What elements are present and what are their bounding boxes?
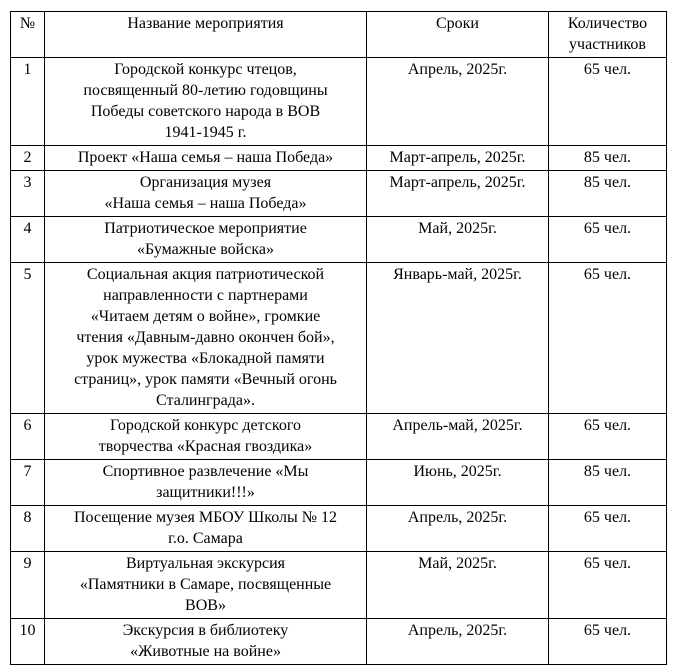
row-count-cell: 85 чел. [549,171,667,217]
row-num-cell: 9 [11,552,45,619]
row-count-cell: 65 чел. [549,217,667,263]
row-date-cell: Апрель-май, 2025г. [367,414,549,460]
row-name-cell [45,263,367,414]
row-name-cell [45,217,367,263]
row-count-cell: 65 чел. [549,263,667,414]
row-name-line: направленности с партнерами [103,287,308,304]
row-name-cell [45,619,367,665]
table-row [11,171,667,217]
row-name-line: чтения «Давным-давно окончен бой», [76,329,335,346]
row-name-line: страниц», урок памяти «Вечный огонь [74,371,337,388]
row-count-cell: 65 чел. [549,552,667,619]
row-name-line: Победы советского народа в ВОВ [90,103,321,120]
row-name-line: г.о. Самара [168,530,243,547]
header-date: Сроки [367,12,549,58]
events-table [10,11,667,665]
row-name-cell [45,58,367,146]
row-name-line: Городской конкурс детского [110,417,301,434]
row-name-line: защитники!!!» [156,484,255,501]
row-name-line: Городской конкурс чтецов, [114,61,297,78]
row-name-cell [45,552,367,619]
table-row [11,263,667,414]
row-date-cell: Январь-май, 2025г. [367,263,549,414]
row-count-cell: 65 чел. [549,506,667,552]
table-row [11,146,667,171]
row-num-cell: 5 [11,263,45,414]
row-name-line: Патриотическое мероприятие [104,220,307,237]
row-name-line: Экскурсия в библиотеку [122,622,289,639]
row-name-line: Виртуальная экскурсия [125,555,286,572]
row-num-cell: 2 [11,146,45,171]
row-name-line: Спортивное развлечение «Мы [102,463,309,480]
row-name-line: «Наша семья – наша Победа» [104,195,307,212]
row-name-line: Посещение музея МБОУ Школы № 12 [73,509,338,526]
row-count-cell: 85 чел. [549,460,667,506]
row-count-cell: 65 чел. [549,58,667,146]
table-row [11,619,667,665]
header-count-line: Количество [567,15,648,32]
row-num-cell: 7 [11,460,45,506]
row-date-cell: Июнь, 2025г. [367,460,549,506]
row-num-cell: 6 [11,414,45,460]
row-name-line: «Бумажные войска» [137,241,274,258]
header-count [549,12,667,58]
row-name-line: ВОВ» [185,597,226,614]
table-row [11,460,667,506]
row-name-line: 1941-1945 г. [164,124,247,141]
table-row [11,414,667,460]
row-name-line: посвященный 80-летию годовщины [83,82,328,99]
row-count-cell: 85 чел. [549,146,667,171]
row-num-cell: 8 [11,506,45,552]
row-name-line: Организация музея [139,174,272,191]
row-name-line: урок мужества «Блокадной памяти [86,350,325,367]
row-name-line: «Читаем детям о войне», громкие [90,308,321,325]
row-name-cell [45,506,367,552]
row-name-cell [45,146,367,171]
row-date-cell: Май, 2025г. [367,217,549,263]
row-date-cell: Март-апрель, 2025г. [367,171,549,217]
row-name-line: Проект «Наша семья – наша Победа» [77,149,334,166]
table-row [11,506,667,552]
row-num-cell: 3 [11,171,45,217]
header-row [11,12,667,58]
row-name-line: «Животные на войне» [130,643,281,660]
row-date-cell: Апрель, 2025г. [367,58,549,146]
row-num-cell: 1 [11,58,45,146]
table-row [11,217,667,263]
row-date-cell: Апрель, 2025г. [367,619,549,665]
row-name-line: Сталинграда». [156,392,255,409]
row-name-cell [45,171,367,217]
header-name: Название мероприятия [45,12,367,58]
row-name-line: творчества «Красная гвоздика» [98,438,313,455]
table-row [11,552,667,619]
table-row [11,58,667,146]
row-date-cell: Март-апрель, 2025г. [367,146,549,171]
row-name-cell [45,414,367,460]
row-name-cell [45,460,367,506]
row-count-cell: 65 чел. [549,414,667,460]
row-num-cell: 4 [11,217,45,263]
row-name-line: «Памятники в Самаре, посвященные [79,576,332,593]
row-name-line: Социальная акция патриотической [86,266,325,283]
row-count-cell: 65 чел. [549,619,667,665]
row-date-cell: Апрель, 2025г. [367,506,549,552]
header-count-line: участников [569,36,646,53]
row-date-cell: Май, 2025г. [367,552,549,619]
header-num: № [11,12,45,58]
row-num-cell: 10 [11,619,45,665]
